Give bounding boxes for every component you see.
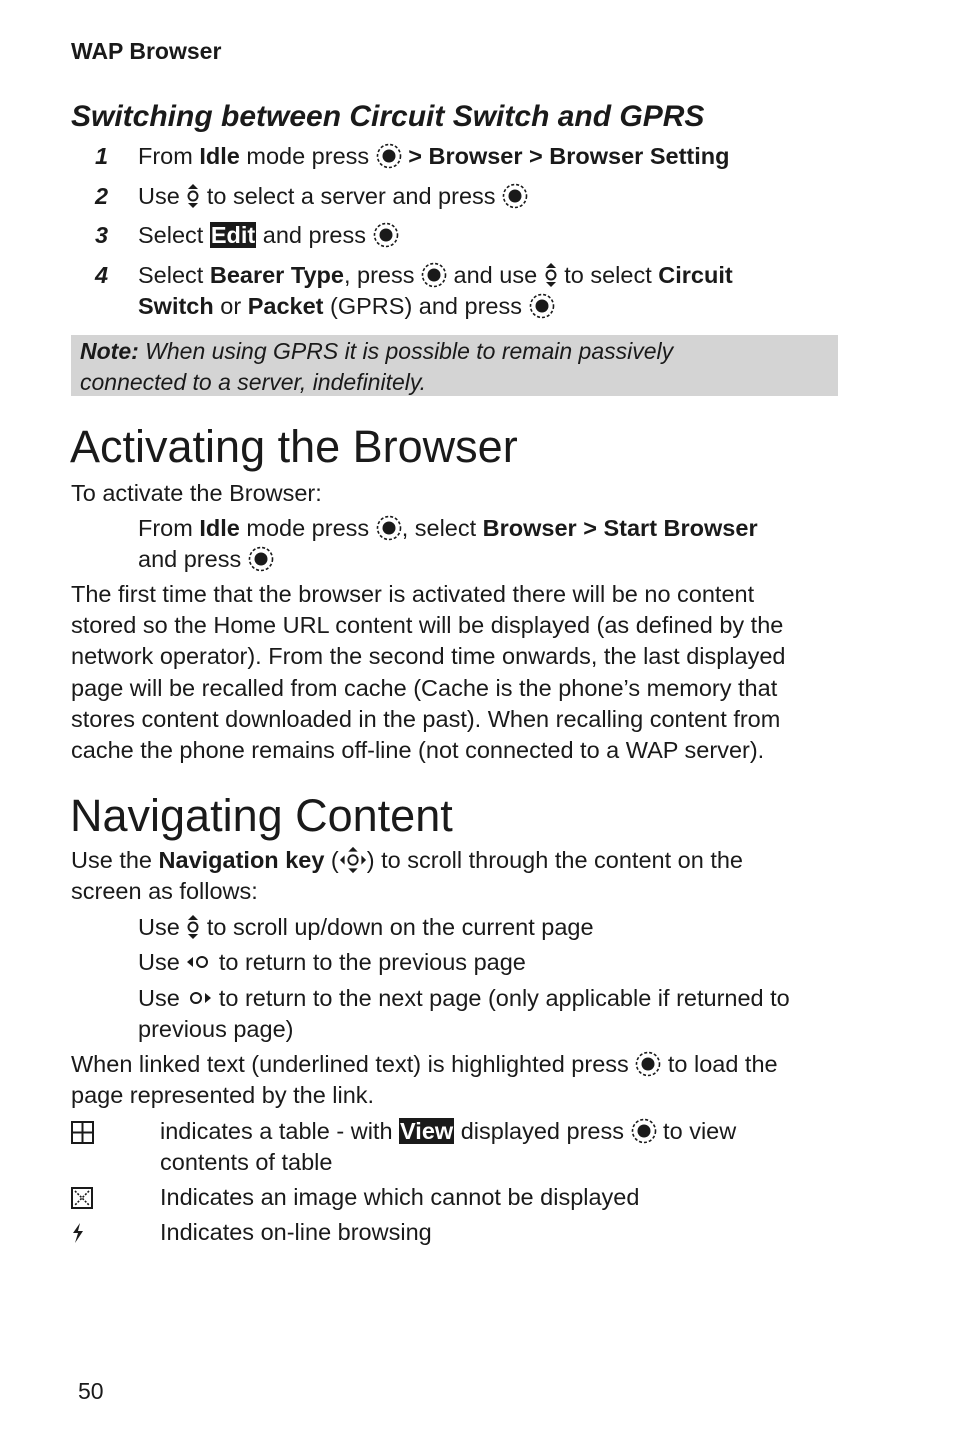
softkey-label-view: View	[400, 1118, 454, 1144]
section-title-switching: Switching between Circuit Switch and GPRS	[71, 100, 705, 133]
table-indicator-description: indicates a table - with View displayed press to view contents of table	[160, 1118, 737, 1175]
left-key-icon	[186, 953, 212, 971]
select-key-icon	[376, 515, 402, 541]
step-number: 2	[95, 183, 109, 209]
section-title-navigating: Navigating Content	[70, 790, 453, 841]
running-header: WAP Browser	[71, 38, 222, 64]
linked-text-paragraph: When linked text (underlined text) is highlighted press to load the page represented by the link.	[71, 1051, 778, 1109]
step-number: 4	[95, 262, 109, 288]
online-indicator-description: Indicates on-line browsing	[160, 1219, 432, 1245]
note-box: Note: When using GPRS it is possible to remain passively connected to a server, indefinitely.	[71, 335, 838, 396]
nav-instruction-back: Use to return to the previous page	[138, 949, 526, 975]
select-key-icon	[421, 262, 447, 288]
table-icon	[71, 1121, 94, 1144]
image-indicator-description: Indicates an image which cannot be displayed	[160, 1184, 640, 1210]
online-lightning-icon	[71, 1222, 85, 1244]
select-key-icon	[373, 222, 399, 248]
select-key-icon	[529, 293, 555, 319]
step-number: 1	[95, 143, 109, 169]
navigation-key-icon	[339, 846, 367, 874]
select-key-icon	[502, 183, 528, 209]
nav-instruction-updown: Use to scroll up/down on the current page	[138, 914, 594, 940]
note-label: Note:	[80, 338, 139, 364]
activating-intro: To activate the Browser:	[71, 480, 322, 506]
broken-image-icon	[71, 1187, 93, 1209]
up-down-key-icon	[186, 183, 200, 209]
section-title-activating: Activating the Browser	[70, 421, 518, 472]
select-key-icon	[635, 1051, 661, 1077]
step-number: 3	[95, 222, 109, 248]
step-1: 1 From Idle mode press > Browser > Browser Setting	[71, 141, 841, 172]
right-key-icon	[186, 989, 212, 1007]
navigating-intro: Use the Navigation key ( ) to scroll through the content on the screen as follows:	[71, 847, 743, 905]
activating-instruction: From Idle mode press , select Browser > Start Browser and press	[138, 515, 758, 572]
step-2: 2 Use to select a server and press	[71, 181, 841, 212]
up-down-key-icon	[186, 914, 200, 940]
softkey-label-edit: Edit	[210, 222, 256, 248]
select-key-icon	[248, 546, 274, 572]
activating-paragraph: The first time that the browser is activated there will be no content stored so the Home URL content will be displayed (as defined by the network operator). From the second time onwards, the last displayed page will be recalled from cache (Cache is the phone’s memory that stores content downloaded in the past). When recalling content from cache the phone remains off-line (not connected to a WAP server).	[71, 581, 786, 764]
select-key-icon	[631, 1118, 657, 1144]
select-key-icon	[376, 143, 402, 169]
step-4: 4 Select Bearer Type, press and use to select Circuit Switch or Packet (GPRS) and press	[95, 262, 733, 319]
page-number: 50	[78, 1378, 104, 1404]
step-3: 3 Select Edit and press	[71, 220, 841, 251]
up-down-key-icon	[544, 262, 558, 288]
nav-instruction-forward: Use to return to the next page (only applicable if returned to previous page)	[138, 985, 790, 1042]
